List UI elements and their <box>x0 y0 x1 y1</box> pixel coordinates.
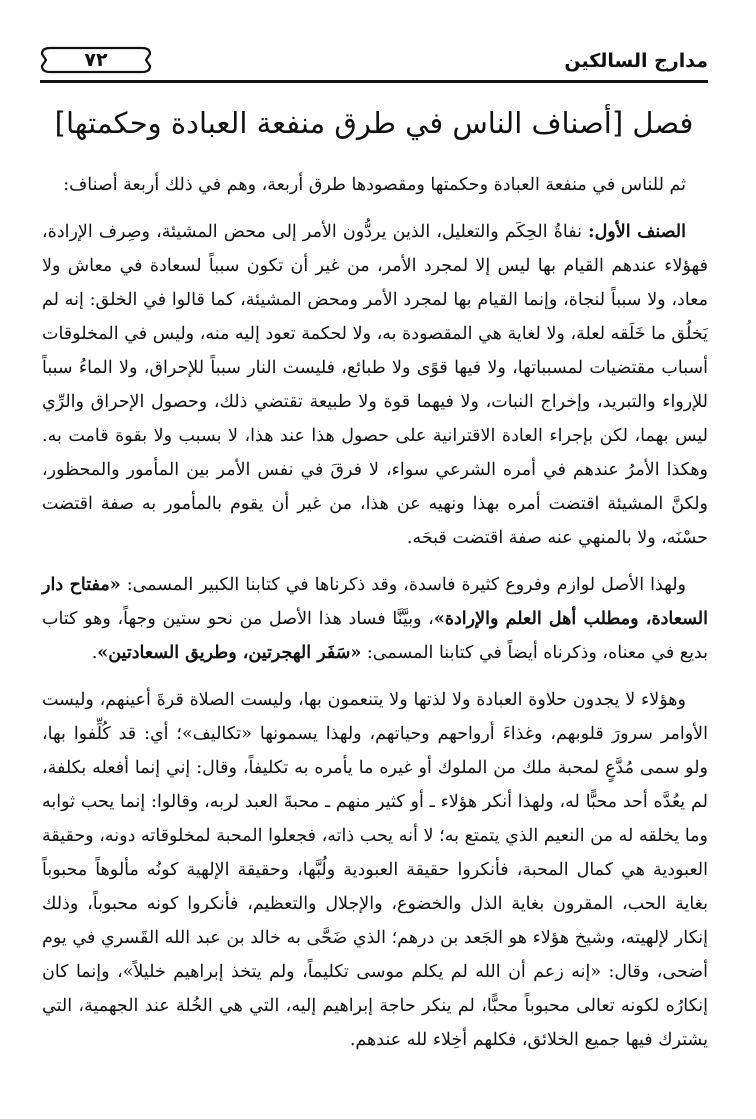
intro-paragraph: ثم للناس في منفعة العبادة وحكمتها ومقصودها طرق أربعة، وهم في ذلك أربعة أصناف: <box>63 175 686 195</box>
references-text-2: ، وبيَّنَّا فساد هذا الأصل من نحو ستين وجهاً، وهو كتاب بديع في معناه، وذكرناه أيضاً في كتابنا المسمى: <box>42 609 708 663</box>
first-category-paragraph <box>42 215 708 555</box>
book-reference-safar: «سَفَر الهجرتين، وطريق السعادتين» <box>97 643 362 663</box>
first-category-text: نفاةُ الحِكَم والتعليل، الذين يردُّون الأمر إلى محض المشيئة، وصِرف الإرادة، فهؤلاء عندهم القيام بها ليس إلا لمجرد الأمر، من غير أن تكون سبباً لسعادة في معاش ولا معاد، ولا سبباً لنجاة، وإنما القيام بها لمجرد الأمر ومحض المشيئة، كما قالوا في الخلق: إنه لم يَخلُق ما خَلَقه لعلة، ولا لغاية هي المقصودة به، ولا لحكمة تعود إليه منه، وليس في المخلوقات أسباب مقتضيات لمسبباتها، ولا فيها قوًى ولا طبائع، فليست النار سبباً للإحراق، ولا الماءُ سبباً للإرواء والتبريد، وإخراج النبات، ولا فيهما قوة ولا طبيعة تقتضي ذلك، وحصول الإحراق والرِّي ليس بهما، لكن بإجراء العادة الاقترانية على حصول هذا عند هذا، لا بسبب ولا بقوة قامت به. وهكذا الأمرُ عندهم في أمره الشرعي سواء، لا فرقَ في نفس الأمر بين المأمور والمحظور، ولكنَّ المشيئة اقتضت أمره بهذا ونهيه عن هذا، من غير أن يقوم بالمأمور به صفة اقتضت حسْنَه، ولا بالمنهي عنه صفة اقتضت قبحَه. <box>42 222 708 548</box>
chapter-title: فصل [أصناف الناس في طرق منفعة العبادة وحكمتها] <box>54 106 694 140</box>
first-category-heading: الصنف الأول: <box>588 222 686 242</box>
page-header <box>40 44 708 86</box>
worship-love-paragraph: وهؤلاء لا يجدون حلاوة العبادة ولا لذتها ولا يتنعمون بها، وليست الصلاة قرةَ أعينهم، وليست الأوامر سرورَ قلوبهم، وغذاءَ أرواحهم وحياتهم، ولهذا يسمونها «تكاليف»؛ أي: قد كُلِّفوا بها، ولو سمى مُدَّعٍ لمحبة ملك من الملوك أو غيره ما يأمره به تكليفاً، وقال: إني إنما أفعله بكلفة، لم يعُدَّه أحد محبًّا له، ولهذا أنكر هؤلاء ـ أو كثير منهم ـ محبةَ العبد لربه، وقالوا: إنما يحب ثوابه وما يخلقه له من النعيم الذي يتمتع به؛ لا أنه يحب ذاته، فجعلوا المحبة لمخلوقاته دونه، وحقيقة العبودية هي كمال المحبة، فأنكروا حقيقة العبودية ولُبَّها، وحقيقة الإلهية كونُه مألوهاً محبوباً بغاية الحب، المقرون بغاية الذل والخضوع، والإجلال والتعظيم، فأنكروا كونه محبوباً، وذلك إنكار لإلهيته، وشيخ هؤلاء هو الجَعد بن درهم؛ الذي ضَحَّى به خالد بن عبد الله القَسري في يوم أضحى، وقال: «إنه زعم أن الله لم يكلم موسى تكليماً، ولم يتخذ إبراهيم خليلاً»، وإنما كان إنكارُه لكونه تعالى محبوباً محبًّا، لم ينكر حاجة إبراهيم إليه، التي هي الخُلة عند الجهمية، التي يشترك فيها جميع الخلائق، فكلهم أخِلاء لله عندهم. <box>42 690 708 1050</box>
page-body <box>42 168 708 1070</box>
references-text-3: . <box>91 643 98 663</box>
references-text-1: ولهذا الأصل لوازم وفروع كثيرة فاسدة، وقد ذكرناها في كتابنا الكبير المسمى: <box>120 575 686 595</box>
book-reference-miftah: «مفتاح دار السعادة، ومطلب أهل العلم والإرادة» <box>42 575 708 629</box>
running-book-title: مدارج السالكين <box>564 50 708 72</box>
page-number: ٧٢ <box>84 49 108 71</box>
references-paragraph <box>42 568 708 670</box>
header-rule <box>40 80 708 83</box>
